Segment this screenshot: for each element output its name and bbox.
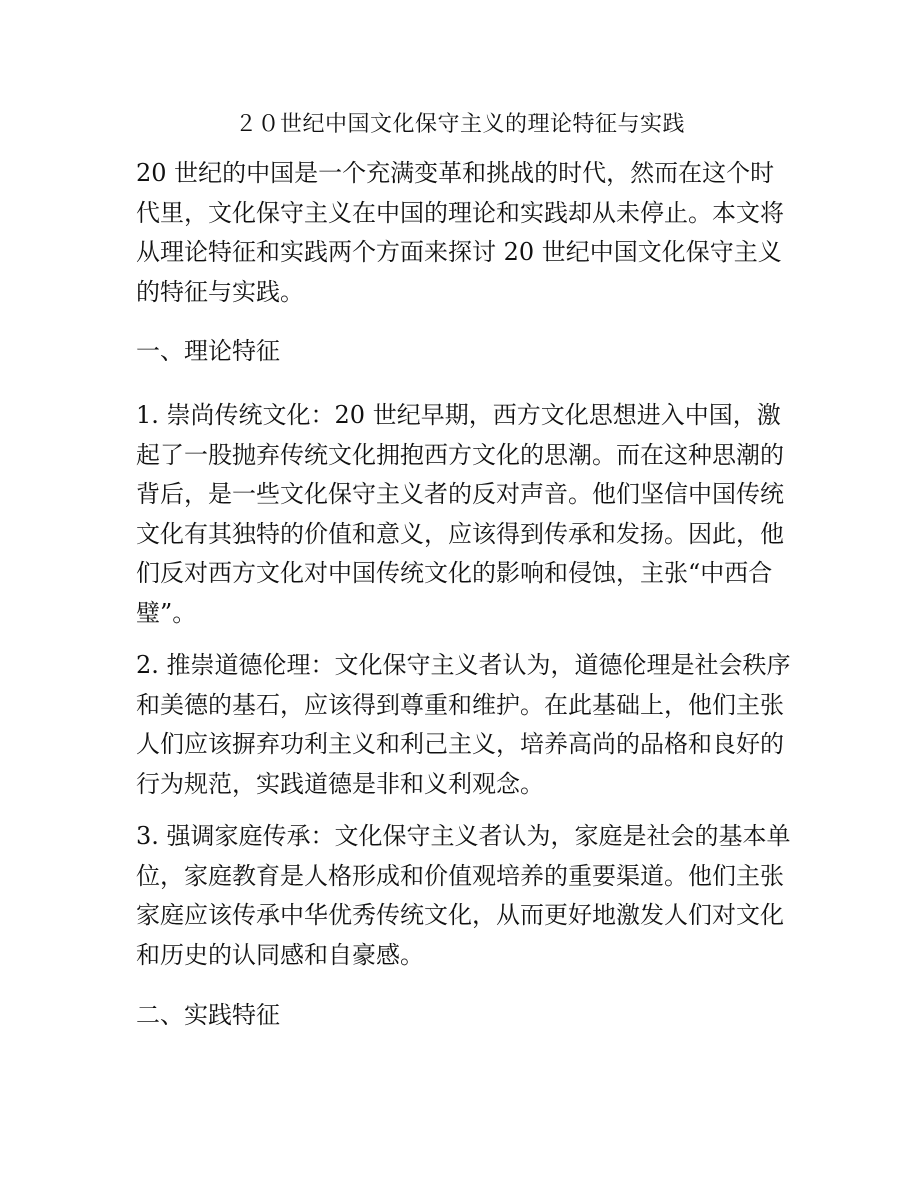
paragraph-line: 家庭应该传承中华优秀传统文化，从而更好地激发人们对文化 xyxy=(136,901,784,929)
section-heading-practice: 二、实践特征 xyxy=(136,1001,280,1029)
intro-line: 的特征与实践。 xyxy=(136,277,304,306)
paragraph-line: 位，家庭教育是人格形成和价值观培养的重要渠道。他们主张 xyxy=(136,861,784,890)
paragraph-line: 背后，是一些文化保守主义者的反对声音。他们坚信中国传统 xyxy=(136,480,784,508)
paragraph-line: 起了一股抛弃传统文化拥抱西方文化的思潮。而在这种思潮的 xyxy=(136,440,784,469)
paragraph-line: 文化有其独特的价值和意义，应该得到传承和发扬。因此，他 xyxy=(136,519,784,548)
paragraph-line: 和历史的认同感和自豪感。 xyxy=(136,940,424,969)
paragraph-line: 们反对西方文化对中国传统文化的影响和侵蚀，主张“中西合 xyxy=(136,559,773,587)
paragraph-family-heritage xyxy=(136,817,791,975)
paragraph-line: 行为规范，实践道德是非和义利观念。 xyxy=(136,769,544,798)
paragraph-line: 1. 崇尚传统文化：20 世纪早期，西方文化思想进入中国，激 xyxy=(136,401,781,429)
intro-paragraph xyxy=(136,154,786,312)
intro-line: 20 世纪的中国是一个充满变革和挑战的时代，然而在这个时 xyxy=(136,159,775,187)
paragraph-line: 人们应该摒弃功利主义和利己主义，培养高尚的品格和良好的 xyxy=(136,730,784,758)
paragraph-line: 璧”。 xyxy=(136,598,197,627)
paragraph-line: 2. 推崇道德伦理：文化保守主义者认为，道德伦理是社会秩序 xyxy=(136,651,791,679)
document-title: ２０世纪中国文化保守主义的理论特征与实践 xyxy=(234,112,685,137)
intro-line: 从理论特征和实践两个方面来探讨 20 世纪中国文化保守主义 xyxy=(136,238,782,266)
intro-line: 代里，文化保守主义在中国的理论和实践却从未停止。本文将 xyxy=(136,198,784,227)
section-heading-theory: 一、理论特征 xyxy=(136,337,280,365)
paragraph-traditional-culture xyxy=(136,396,786,633)
paragraph-line: 3. 强调家庭传承：文化保守主义者认为，家庭是社会的基本单 xyxy=(136,822,791,850)
paragraph-line: 和美德的基石，应该得到尊重和维护。在此基础上，他们主张 xyxy=(136,690,784,719)
paragraph-moral-ethics xyxy=(136,646,791,804)
